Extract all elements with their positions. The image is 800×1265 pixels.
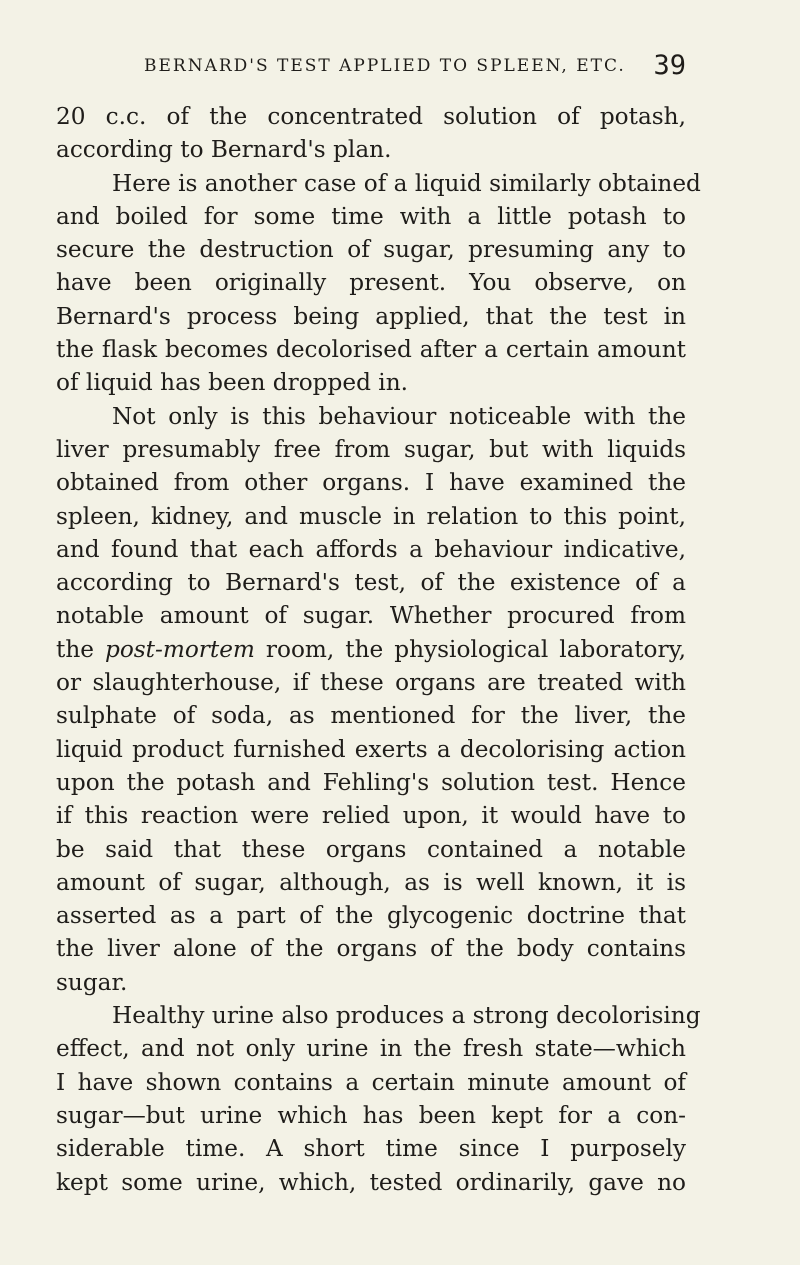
text-line: or slaughterhouse, if these organs are treated with [56,669,686,697]
text-line: and boiled for some time with a little potash to [56,202,686,230]
text-line: liver presumably free from sugar, but with liquids [56,435,686,463]
text-line: Bernard's process being applied, that the test in [56,302,686,330]
body-text [56,100,701,1199]
text-line: according to Bernard's test, of the existence of a [56,569,686,597]
text-line: spleen, kidney, and muscle in relation to this point, [56,502,686,530]
italic-term: post-mortem [104,635,255,663]
text-line: if this reaction were relied upon, it would have to [56,802,686,830]
text-line: 20 c.c. of the concentrated solution of potash, [56,103,686,130]
paragraph-start-line: Here is another case of a liquid similarly obtained [112,169,701,197]
text-line: secure the destruction of sugar, presuming any to [56,236,686,264]
text-line: of liquid has been dropped in. [56,369,409,397]
running-title: BERNARD'S TEST APPLIED TO SPLEEN, ETC. [144,56,626,76]
text-line: the liver alone of the organs of the body contains [56,935,686,963]
text-line: sugar—but urine which has been kept for a con- [56,1101,686,1129]
text-segment: the [56,635,105,663]
running-head [56,50,686,96]
text-line: and found that each affords a behaviour indicative, [56,535,686,563]
text-line: liquid product furnished exerts a decolorising action [56,735,686,763]
text-line: sulphate of soda, as mentioned for the liver, the [56,702,686,730]
text-line: I have shown contains a certain minute amount of [56,1068,686,1096]
text-line: siderable time. A short time since I purposely [56,1135,686,1163]
text-line: amount of sugar, although, as is well known, it is [56,868,686,896]
text-line: according to Bernard's plan. [56,136,392,164]
text-line: sugar. [56,968,128,996]
text-line: effect, and not only urine in the fresh state—which [56,1035,686,1063]
text-segment: room, the physiological laboratory, [254,635,686,663]
text-line-with-italic [56,633,686,666]
text-line: have been originally present. You observe, on [56,269,686,297]
text-line: be said that these organs contained a notable [56,835,686,863]
text-line: obtained from other organs. I have examined the [56,469,686,497]
page-number: 39 [653,50,686,81]
text-line: kept some urine, which, tested ordinarily, gave no [56,1168,686,1196]
paragraph-start-line: Not only is this behaviour noticeable with the [112,402,686,430]
text-line: upon the potash and Fehling's solution test. Hence [56,768,686,796]
text-line: notable amount of sugar. Whether procured from [56,602,686,630]
text-line: the flask becomes decolorised after a certain amount [56,336,686,364]
paragraph-start-line: Healthy urine also produces a strong decolorising [112,1002,701,1030]
text-line: asserted as a part of the glycogenic doctrine that [56,902,686,930]
